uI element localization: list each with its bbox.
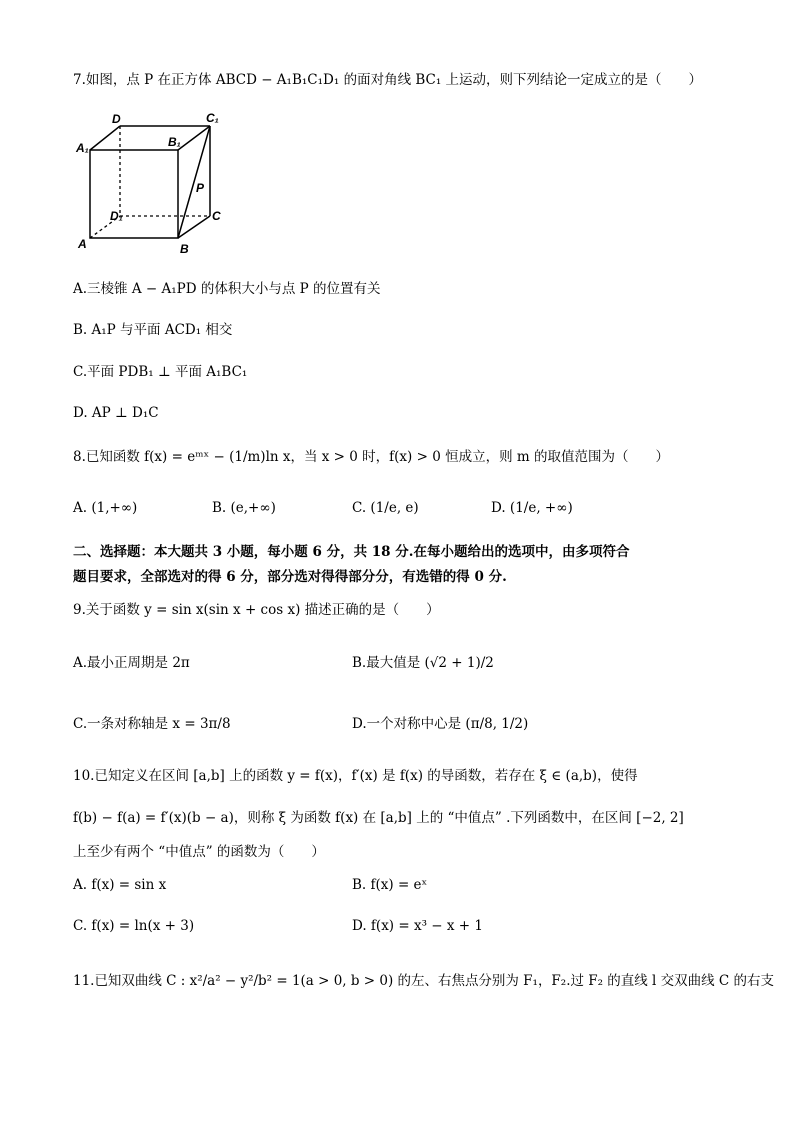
- section2-line1: 二、选择题：本大题共 3 小题，每小题 6 分，共 18 分.在每小题给出的选项中，由多项符合: [73, 544, 630, 560]
- label-p: P: [196, 181, 205, 195]
- label-d: D: [112, 112, 121, 126]
- q9-stem: 9.关于函数 y = sin x(sin x + cos x) 描述正确的是（ ）: [73, 602, 440, 618]
- q8-option-b: B. (e,+∞): [212, 500, 276, 516]
- label-d1: D₁: [110, 209, 123, 223]
- q7-stem: 7.如图，点 P 在正方体 ABCD − A₁B₁C₁D₁ 的面对角线 BC₁ 上运动，则下列结论一定成立的是（ ）: [73, 72, 703, 88]
- q10-option-a: A. f(x) = sin x: [73, 877, 167, 893]
- q9-option-a: A.最小正周期是 2π: [73, 655, 190, 671]
- q10-option-d: D. f(x) = x³ − x + 1: [352, 918, 483, 934]
- label-a1: A₁: [76, 141, 89, 155]
- q10-line3: 上至少有两个 “中值点” 的函数为（ ）: [73, 844, 325, 860]
- cube-figure: [72, 110, 232, 260]
- q10-option-c: C. f(x) = ln(x + 3): [73, 918, 195, 934]
- q10-option-b: B. f(x) = eˣ: [352, 877, 428, 893]
- q9-option-c: C.一条对称轴是 x = 3π/8: [73, 716, 231, 732]
- q8-option-d: D. (1/e, +∞): [491, 500, 573, 516]
- label-c1: C₁: [206, 111, 219, 125]
- label-b: B: [180, 242, 189, 256]
- label-a: A: [78, 237, 87, 251]
- q10-line2: f(b) − f(a) = f′(x)(b − a)，则称 ξ 为函数 f(x) 在 [a,b] 上的 “中值点” .下列函数中，在区间 [−2, 2]: [73, 810, 684, 826]
- q7-option-c: C.平面 PDB₁ ⊥ 平面 A₁BC₁: [73, 364, 248, 380]
- q10-line1: 10.已知定义在区间 [a,b] 上的函数 y = f(x)，f′(x) 是 f(x) 的导函数，若存在 ξ ∈ (a,b)，使得: [73, 768, 638, 784]
- q11-stem: 11.已知双曲线 C : x²/a² − y²/b² = 1(a > 0, b > 0) 的左、右焦点分别为 F₁，F₂.过 F₂ 的直线 l 交双曲线 C 的右支: [73, 973, 774, 989]
- q7-option-a: A.三棱锥 A − A₁PD 的体积大小与点 P 的位置有关: [73, 281, 381, 297]
- q7-option-d: D. AP ⊥ D₁C: [73, 405, 159, 421]
- q9-option-d: D.一个对称中心是 (π/8, 1/2): [352, 716, 529, 732]
- q8-stem: 8.已知函数 f(x) = eᵐˣ − (1/m)ln x，当 x > 0 时，f(x) > 0 恒成立，则 m 的取值范围为（ ）: [73, 449, 669, 465]
- q9-option-b: B.最大值是 (√2 + 1)/2: [352, 655, 494, 671]
- label-b1: B₁: [168, 135, 181, 149]
- q7-option-b: B. A₁P 与平面 ACD₁ 相交: [73, 322, 233, 338]
- q8-option-a: A. (1,+∞): [73, 500, 138, 516]
- q8-option-c: C. (1/e, e): [352, 500, 419, 516]
- label-c: C: [212, 209, 221, 223]
- section2-line2: 题目要求，全部选对的得 6 分，部分选对得得部分分，有选错的得 0 分.: [73, 569, 507, 585]
